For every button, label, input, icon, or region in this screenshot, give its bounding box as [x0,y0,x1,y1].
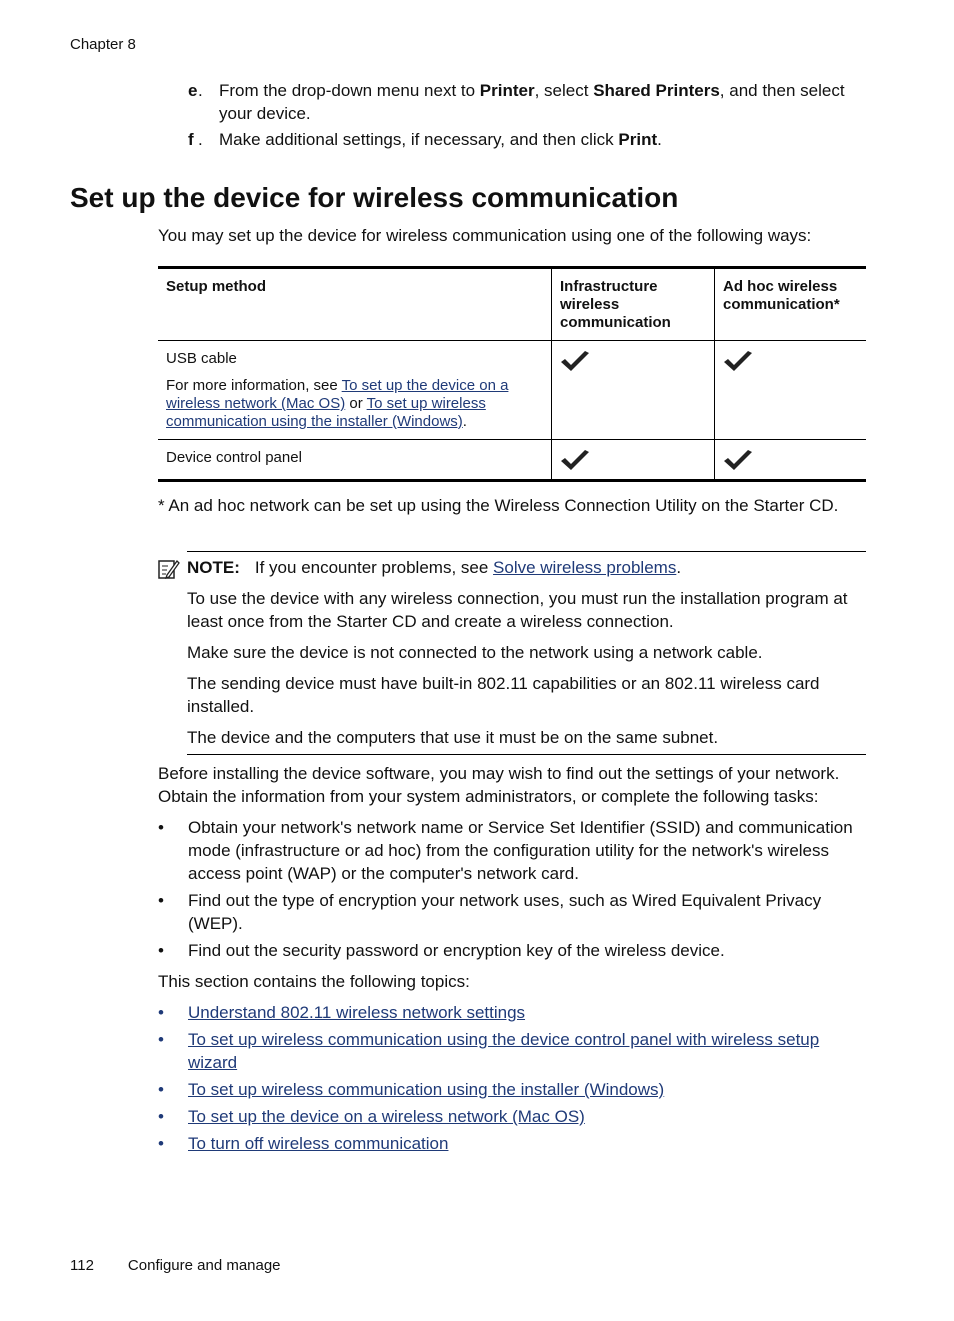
steps-list [188,79,868,154]
infrastructure-cell [552,341,715,440]
topic-link[interactable]: Understand 802.11 wireless network settings [188,1003,526,1022]
step-text: . [657,130,662,149]
table-row [158,440,866,481]
note-label: NOTE: [187,558,240,577]
note-divider-top [187,551,866,552]
topic-item: • To set up wireless communication using the installer (Windows) [158,1080,665,1099]
setup-methods-table [158,266,866,482]
list-item: • Find out the security password or encryption key of the wireless device. [158,941,725,960]
topic-link[interactable]: To turn off wireless communication [188,1134,449,1153]
main-body [158,762,866,1163]
note-paragraph: The sending device must have built-in 802.11 capabilities or an 802.11 wireless card installed. [187,674,820,716]
header-infrastructure: Infrastructure wireless communication [552,268,715,341]
link-solve-wireless-problems[interactable]: Solve wireless problems [493,558,677,577]
page-number: 112 [70,1257,94,1274]
header-adhoc: Ad hoc wireless communication* [715,268,867,341]
check-icon [723,449,753,471]
step-letter: e [188,81,198,100]
note-paragraph: The device and the computers that use it must be on the same subnet. [187,728,719,747]
header-setup-method: Setup method [166,278,266,295]
topic-link[interactable]: To set up the device on a wireless network (Mac OS) [188,1107,585,1126]
link-windows-installer[interactable]: To set up wireless communication using the installer (Windows) [166,395,486,430]
check-icon [723,350,753,372]
more-info: For more information, see To set up the device on a wireless network (Mac OS) or To set up wireless communication using the installer (Windows). [166,377,509,430]
section-heading: Set up the device for wireless communication [70,182,679,213]
note-lead: NOTE: If you encounter problems, see Solve wireless problems. [187,558,682,577]
table-footnote: * An ad hoc network can be set up using the Wireless Connection Utility on the Starter CD. [158,496,839,515]
footer-section: Configure and manage [127,1257,281,1274]
topics-list [158,1001,866,1155]
step-bold: Print [618,130,658,149]
table-header-row [158,268,866,341]
note-block [187,556,866,757]
intro-text: You may set up the device for wireless communication using one of the following ways: [158,226,812,245]
note-paragraph: To use the device with any wireless connection, you must run the installation program at least once from the Starter CD and create a wireless connection. [187,589,848,631]
step-bold: Shared Printers [593,81,720,100]
page-footer [70,1257,281,1274]
step-letter: f [188,130,194,149]
step-text: , select [534,81,594,100]
topic-item: • Understand 802.11 wireless network settings [158,1003,526,1022]
table-row [158,341,866,440]
note-paragraph: Make sure the device is not connected to the network using a network cable. [187,643,763,662]
list-item: • Obtain your network's network name or Service Set Identifier (SSID) and communication mode (infrastructure or ad hoc) from the configuration utility for the network's wireless access point (WAP) or the computer's network card. [158,818,853,883]
adhoc-cell [715,341,867,440]
step-text: , and then select your device. [219,81,845,123]
adhoc-cell [715,440,867,481]
note-divider-bottom [187,754,866,755]
method-cell [158,440,552,481]
tasks-list [158,816,866,962]
before-installing-text: Before installing the device software, you may wish to find out the settings of your network. Obtain the information from your system administrators, or complete the following tasks: [158,764,840,806]
check-icon [560,350,590,372]
infrastructure-cell [552,440,715,481]
step-f: f . Make additional settings, if necessary, and then click Print. [188,130,662,149]
topic-link[interactable]: To set up wireless communication using the device control panel with wireless setup wizard [188,1030,820,1072]
method-name: USB cable [166,350,237,367]
check-icon [560,449,590,471]
step-text: From the drop-down menu next to [219,81,480,100]
method-cell [158,341,552,440]
step-bold: Printer [479,81,535,100]
chapter-header: Chapter 8 [70,36,136,53]
list-item: • Find out the type of encryption your network uses, such as Wired Equivalent Privacy (WEP). [158,891,822,933]
topic-item: • To set up wireless communication using the device control panel with wireless setup wizard [158,1030,820,1072]
note-pencil-icon [158,558,180,580]
method-name: Device control panel [166,449,302,466]
topic-item: • To turn off wireless communication [158,1134,449,1153]
step-text: Make additional settings, if necessary, and then click [219,130,619,149]
step-e: e . From the drop-down menu next to Printer, select Shared Printers, and then select your device. [188,81,845,123]
topics-intro: This section contains the following topics: [158,972,470,991]
topic-link[interactable]: To set up wireless communication using the installer (Windows) [188,1080,665,1099]
link-mac-os-setup[interactable]: To set up the device on a wireless network (Mac OS) [166,377,509,412]
topic-item: • To set up the device on a wireless network (Mac OS) [158,1107,585,1126]
